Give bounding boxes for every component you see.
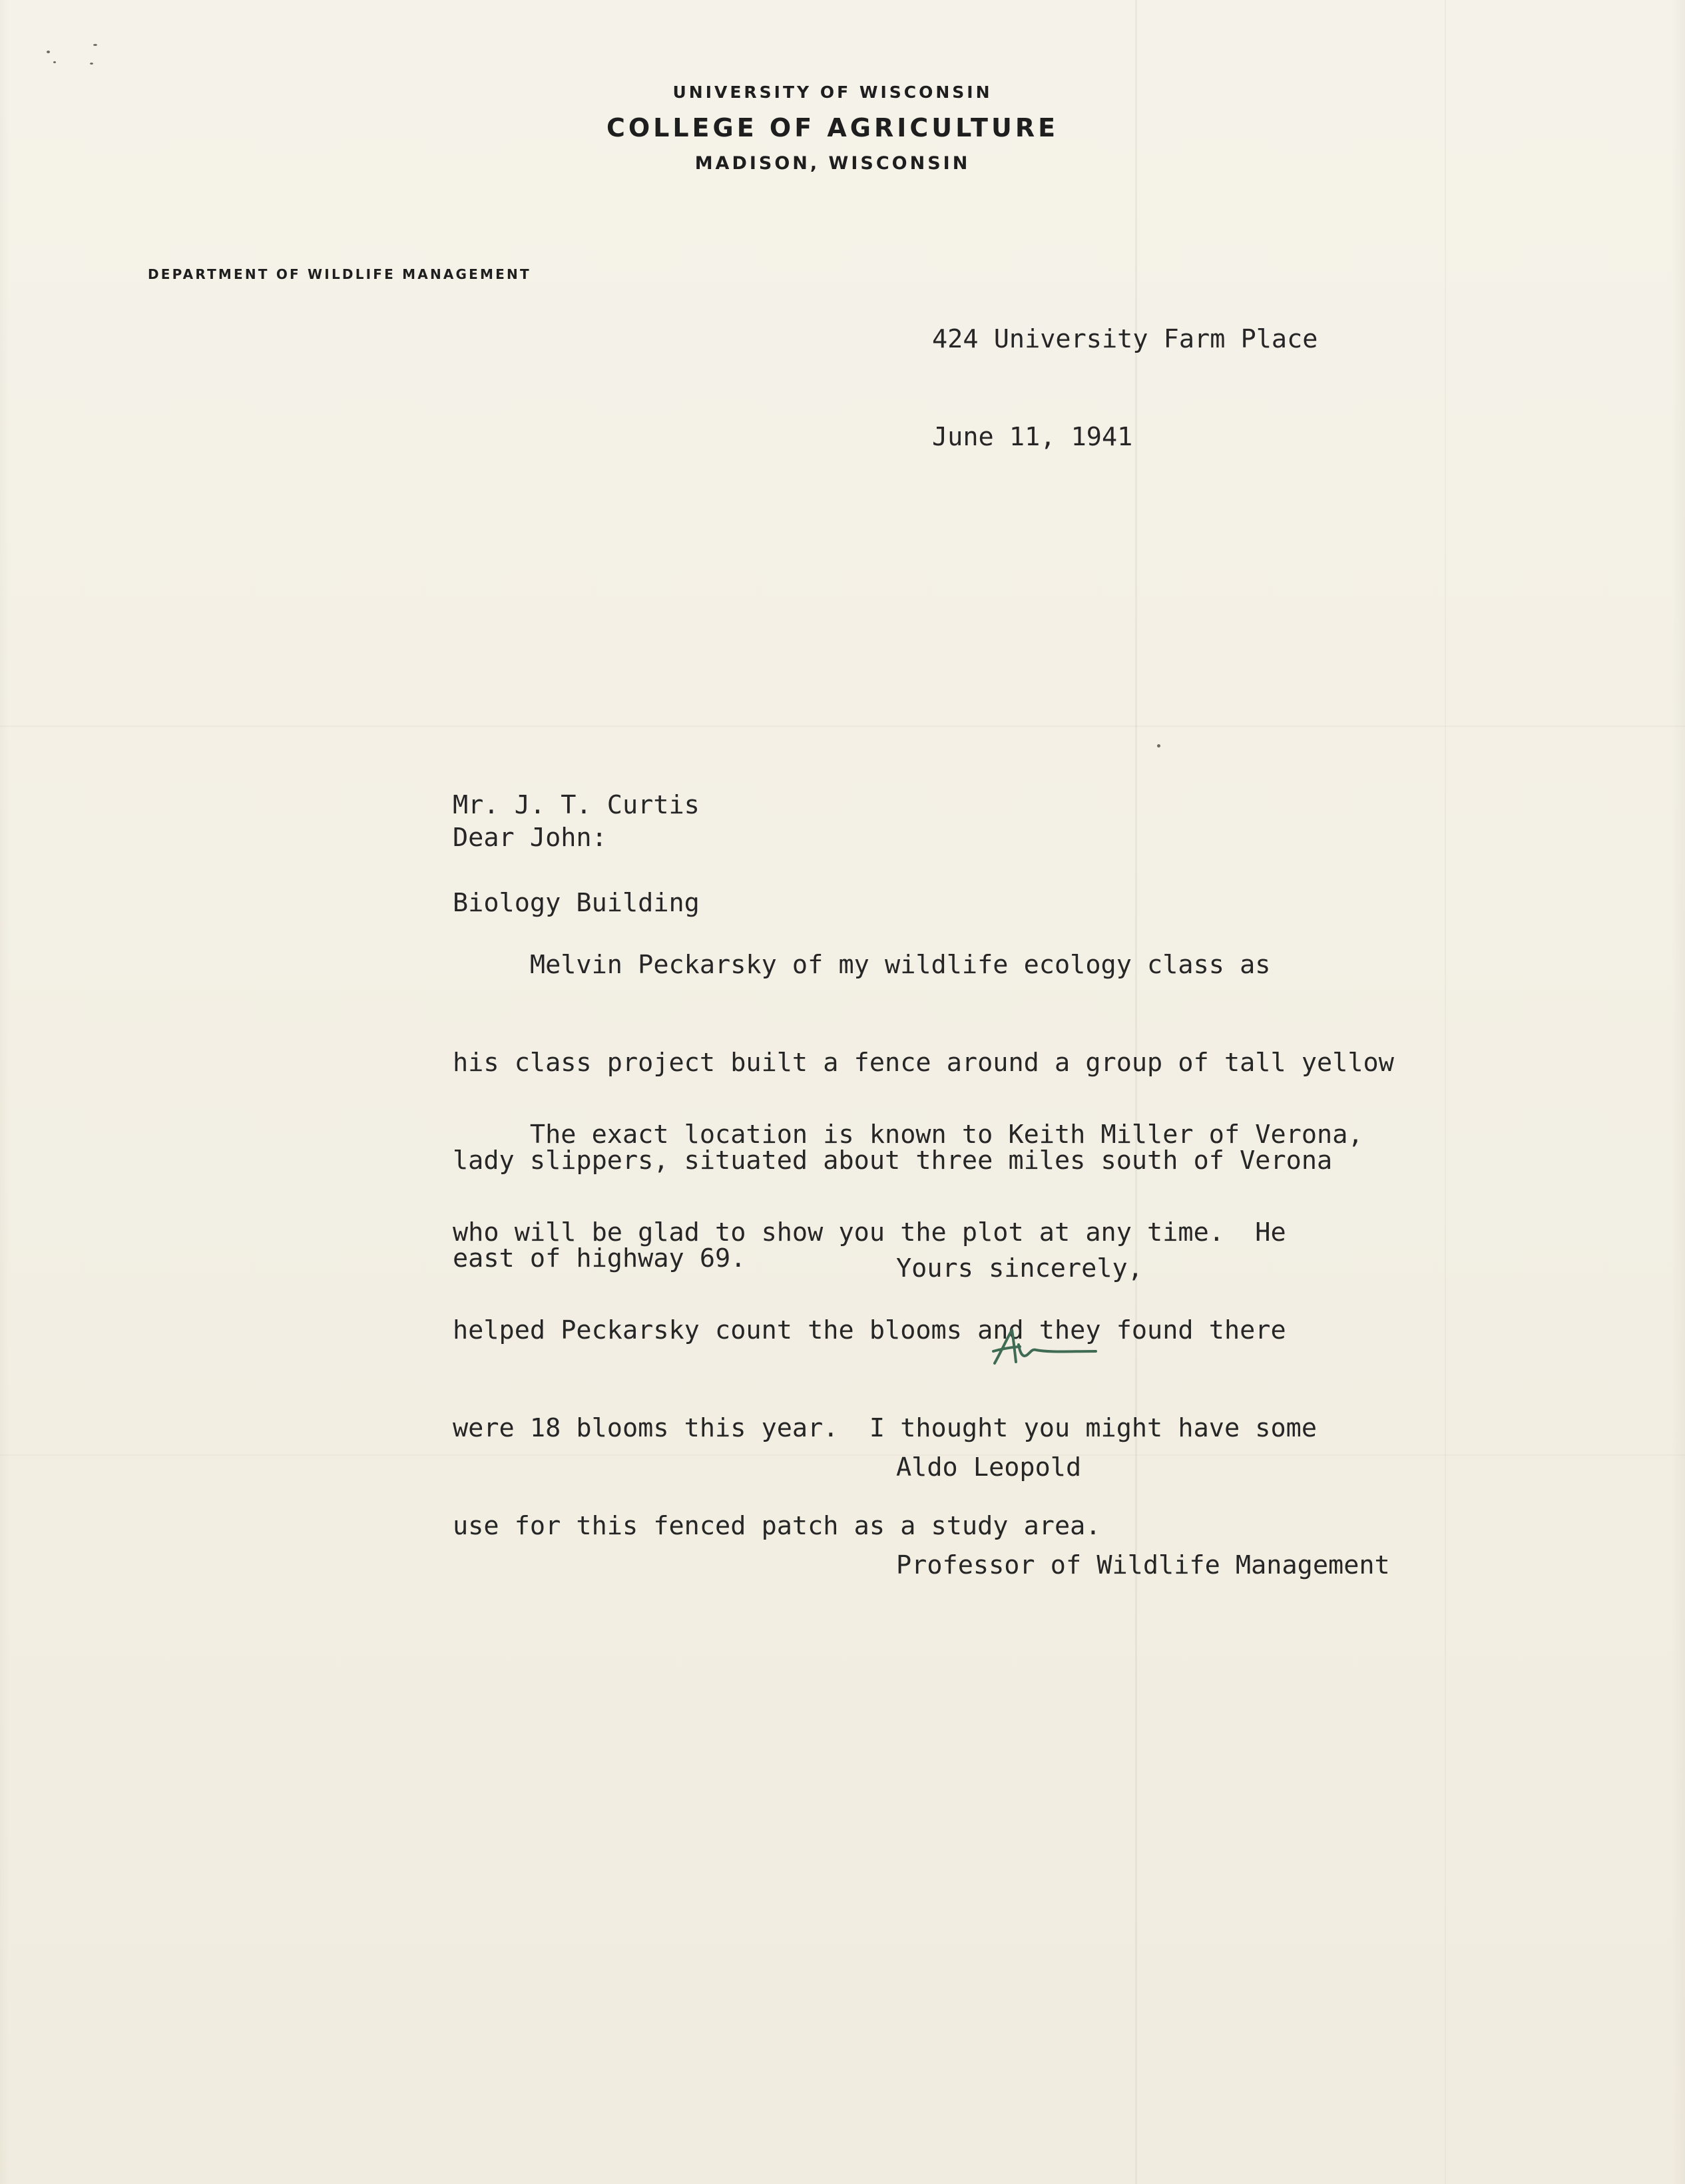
signer-title: Professor of Wildlife Management (896, 1550, 1390, 1580)
body-line: The exact location is known to Keith Miller of Verona, (453, 1120, 1363, 1150)
letterhead-department: DEPARTMENT OF WILDLIFE MANAGEMENT (148, 266, 531, 282)
body-line: who will be glad to show you the plot at any time. He (453, 1217, 1286, 1247)
paper-speck (53, 61, 56, 63)
paper-speck (47, 51, 50, 53)
paper-speck (90, 63, 93, 65)
salutation: Dear John: (453, 823, 607, 853)
paper-fold-line (0, 726, 1685, 727)
body-line: east of highway 69. (453, 1243, 746, 1273)
body-line: helped Peckarsky count the blooms and they found there (453, 1315, 1286, 1345)
body-line: use for this fenced patch as a study area. (453, 1511, 1101, 1541)
body-line: were 18 blooms this year. I thought you might have some (453, 1413, 1318, 1443)
recipient-name: Mr. J. T. Curtis (453, 790, 700, 820)
recipient-building: Biology Building (453, 888, 700, 918)
body-line: his class project built a fence around a group of tall yellow (453, 1048, 1394, 1078)
letterhead-city: MADISON, WISCONSIN (694, 153, 971, 174)
sender-street: 424 University Farm Place (932, 324, 1318, 354)
paper-speck (1157, 744, 1160, 748)
body-line: lady slippers, situated about three miles south of Verona (453, 1146, 1333, 1176)
sender-address-block (932, 258, 1318, 519)
paper-speck (93, 44, 97, 46)
letterhead-college: COLLEGE OF AGRICULTURE (606, 113, 1059, 142)
letterhead-university: UNIVERSITY OF WISCONSIN (672, 83, 993, 102)
letter-date: June 11, 1941 (932, 422, 1133, 452)
paper-fold-line (1445, 0, 1446, 2184)
signer-name: Aldo Leopold (896, 1452, 1082, 1482)
body-line: Melvin Peckarsky of my wildlife ecology class as (453, 950, 1271, 980)
handwritten-signature (989, 1325, 1102, 1371)
signature-block (896, 1386, 1390, 1647)
closing: Yours sincerely, (896, 1253, 1143, 1283)
